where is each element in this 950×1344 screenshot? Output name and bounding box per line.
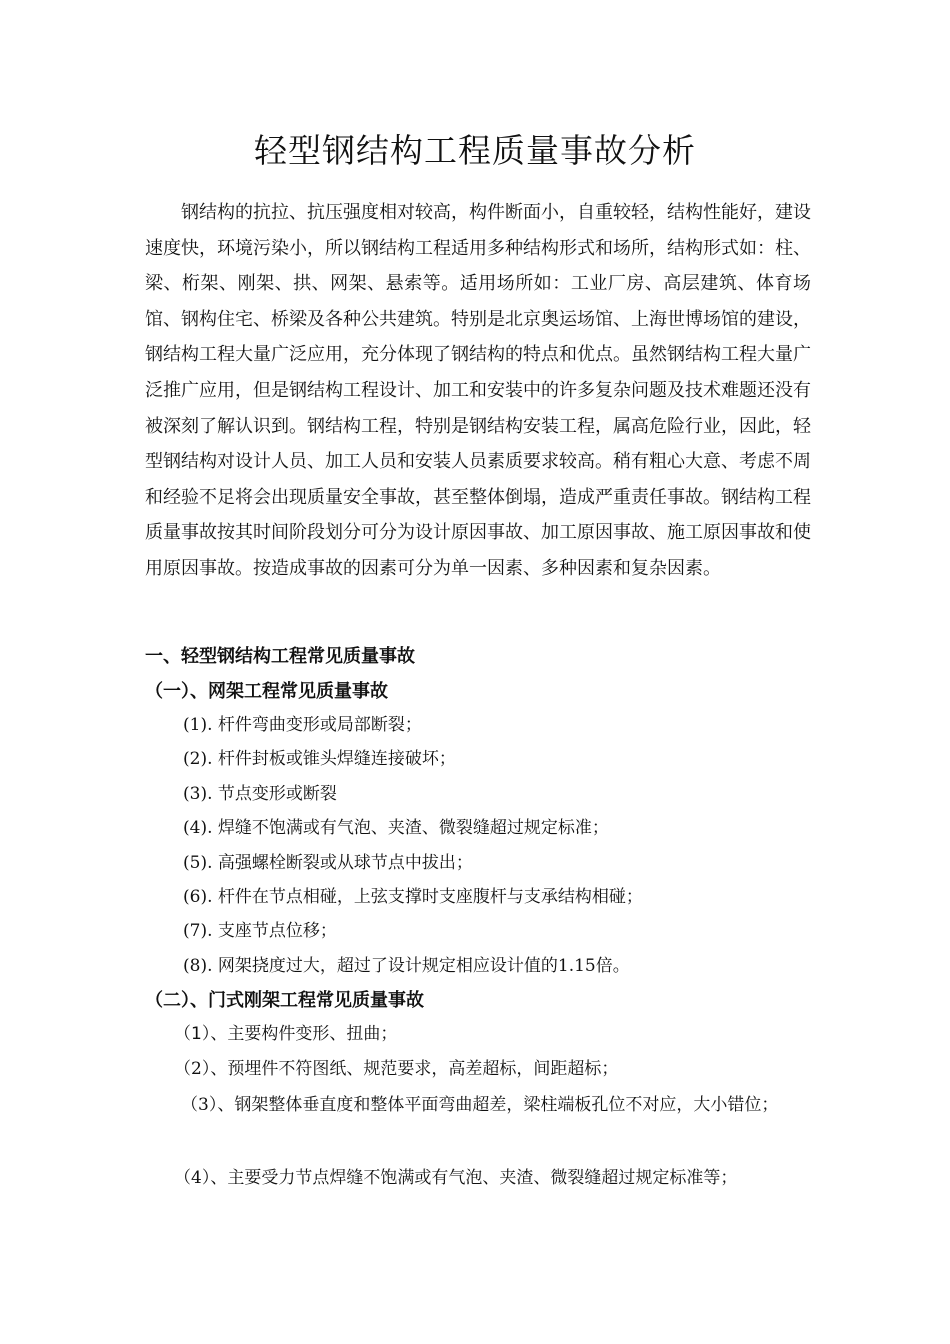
list-item: （2）、预埋件不符图纸、规范要求，高差超标，间距超标；: [174, 1059, 619, 1079]
section-heading-common-accidents: 一、轻型钢结构工程常见质量事故: [145, 646, 415, 667]
list-item: (4). 焊缝不饱满或有气泡、夹渣、微裂缝超过规定标准；: [183, 818, 609, 839]
list-item: (6). 杆件在节点相碰，上弦支撑时支座腹杆与支承结构相碰；: [183, 886, 643, 907]
subsection-heading-space-frame: （一）、网架工程常见质量事故: [145, 681, 388, 702]
subsection-heading-portal-frame: （二）、门式刚架工程常见质量事故: [145, 990, 424, 1011]
list-item: （1）、主要构件变形、扭曲；: [174, 1024, 398, 1044]
list-item: （4）、主要受力节点焊缝不饱满或有气泡、夹渣、微裂缝超过规定标准等；: [174, 1168, 738, 1188]
list-item: (2). 杆件封板或锥头焊缝连接破坏；: [183, 749, 456, 770]
space-frame-accident-list: [183, 708, 823, 983]
intro-paragraph: 钢结构的抗拉、抗压强度相对较高，构件断面小，自重较轻，结构性能好，建设速度快，环境污染小，所以钢结构工程适用多种结构形式和场所，结构形式如：柱、梁、桁架、刚架、拱、网架、悬索等。适用场所如：工业厂房、高层建筑、体育场馆、钢构住宅、桥梁及各种公共建筑。特别是北京奥运场馆、上海世博场馆的建设，钢结构工程大量广泛应用，充分体现了钢结构的特点和优点。虽然钢结构工程大量广泛推广应用，但是钢结构工程设计、加工和安装中的许多复杂问题及技术难题还没有被深刻了解认识到。钢结构工程，特别是钢结构安装工程，属高危险行业，因此，轻型钢结构对设计人员、加工人员和安装人员素质要求较高。稍有粗心大意、考虑不周和经验不足将会出现质量安全事故，甚至整体倒塌，造成严重责任事故。钢结构工程质量事故按其时间阶段划分可分为设计原因事故、加工原因事故、施工原因事故和使用原因事故。按造成事故的因素可分为单一因素、多种因素和复杂因素。: [145, 202, 811, 579]
list-item-wrapped: （3）、钢架整体垂直度和整体平面弯曲超差，梁柱端板孔位不对应，大小错位；: [181, 1095, 779, 1115]
list-item: (3). 节点变形或断裂: [183, 783, 337, 804]
list-item: (5). 高强螺栓断裂或从球节点中拔出；: [183, 852, 473, 873]
list-item: (1). 杆件弯曲变形或局部断裂；: [183, 715, 422, 735]
portal-frame-accident-list: [174, 1017, 834, 1087]
list-item: (8). 网架挠度过大，超过了设计规定相应设计值的1.15倍。: [183, 955, 630, 976]
list-item: (7). 支座节点位移；: [183, 921, 337, 942]
document-title: 轻型钢结构工程质量事故分析: [254, 131, 696, 170]
